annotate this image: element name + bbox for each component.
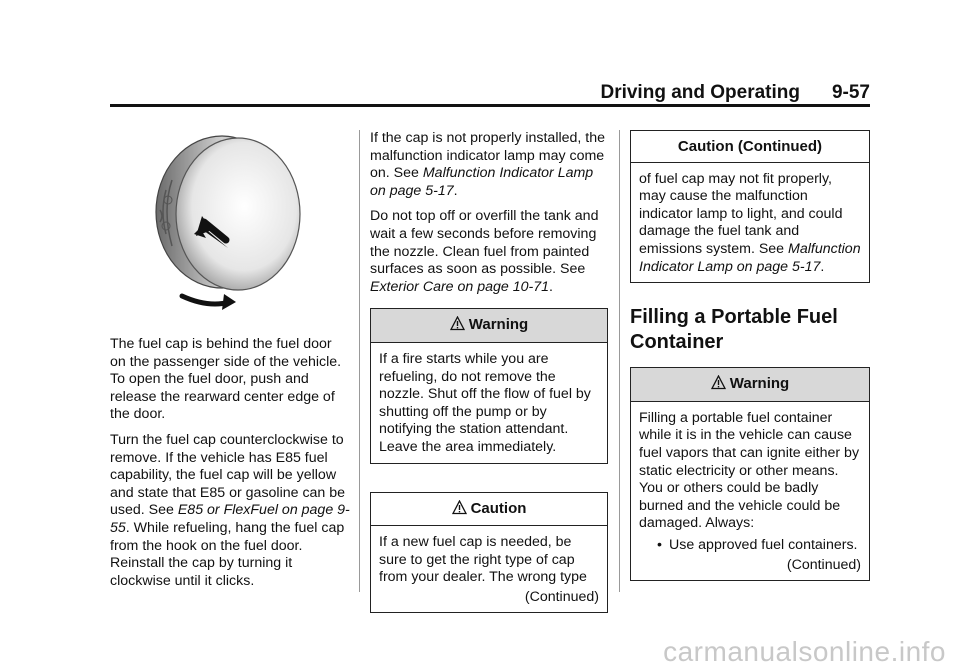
caution-header: Caution bbox=[371, 493, 607, 527]
cross-reference: Exterior Care on page 10-71 bbox=[370, 278, 550, 295]
paragraph: Do not top off or overfill the tank and wait a few seconds before removing the nozzle. Clean fuel from painted surfaces as soon as possible. See Exterior Care on page 10-71. bbox=[370, 208, 599, 295]
section-title: Driving and Operating bbox=[600, 82, 800, 103]
column-1 bbox=[110, 130, 350, 598]
column-divider bbox=[619, 130, 620, 592]
caution-text: If a new fuel cap is needed, be sure to get the right type of cap from your dealer. The wrong type bbox=[379, 534, 587, 586]
warning-header: Warning bbox=[631, 368, 869, 402]
warning-text: If a fire starts while you are refueling, do not remove the nozzle. Shut off the flow of fuel by shutting off the pump or by notifying the station attendant. Leave the area immediately. bbox=[379, 350, 591, 455]
watermark: carmanualsonline.info bbox=[663, 636, 946, 667]
warning-icon bbox=[450, 316, 465, 336]
fuel-cap-icon bbox=[110, 130, 350, 330]
continued-label: (Continued) bbox=[786, 556, 861, 573]
continued-label: (Continued) bbox=[524, 588, 599, 605]
cross-reference: Malfunction Indicator Lamp on page 5-17 bbox=[639, 240, 861, 275]
list-item: • Use approved fuel containers. bbox=[657, 537, 861, 555]
bullet-list bbox=[639, 537, 861, 555]
page-number: 9-57 bbox=[831, 82, 870, 103]
caution-continued-box bbox=[630, 130, 870, 283]
column-2 bbox=[370, 130, 608, 613]
header-rule bbox=[110, 104, 870, 107]
paragraph: The fuel cap is behind the fuel door on the passenger side of the vehicle. To open the fuel door, push and release the rearward center edge of the door. bbox=[110, 336, 342, 423]
section-heading: Filling a Portable Fuel Container bbox=[630, 306, 838, 354]
paragraph: If the cap is not properly installed, the malfunction indicator lamp may come on. See Malfunction Indicator Lamp on page 5-17. bbox=[370, 130, 606, 199]
cross-reference: E85 or FlexFuel on page 9-55 bbox=[110, 502, 350, 536]
warning-box bbox=[370, 308, 608, 463]
caution-continued-header: Caution (Continued) bbox=[631, 131, 869, 163]
column-3 bbox=[630, 130, 870, 581]
column-divider bbox=[359, 130, 360, 592]
fuel-cap-illustration bbox=[110, 130, 350, 330]
paragraph: Turn the fuel cap counterclockwise to remove. If the vehicle has E85 fuel capability, the fuel cap will be yellow and state that E85 or gasoline can be used. See E85 or FlexFuel on page 9-55. While refueling, hang the fuel cap from the hook on the fuel door. Reinstall the cap by turning it clockwise until it clicks. bbox=[110, 431, 350, 589]
page-header bbox=[110, 82, 870, 104]
warning-icon bbox=[711, 375, 726, 395]
warning-text: Filling a portable fuel container while it is in the vehicle can cause fuel vapors that can ignite either by static electricity or other means. You or others could be badly burned and the vehicle could be damaged. Always: bbox=[639, 409, 860, 532]
warning-header: Warning bbox=[371, 309, 607, 343]
cross-reference: Malfunction Indicator Lamp on page 5-17 bbox=[370, 165, 594, 199]
caution-box bbox=[370, 492, 608, 614]
caution-text: of fuel cap may not fit properly, may cause the malfunction indicator lamp to light, and could damage the fuel tank and emissions system. See Malfunction Indicator Lamp on page 5-17. bbox=[639, 170, 861, 275]
warning-icon bbox=[452, 500, 467, 520]
warning-box bbox=[630, 367, 870, 581]
